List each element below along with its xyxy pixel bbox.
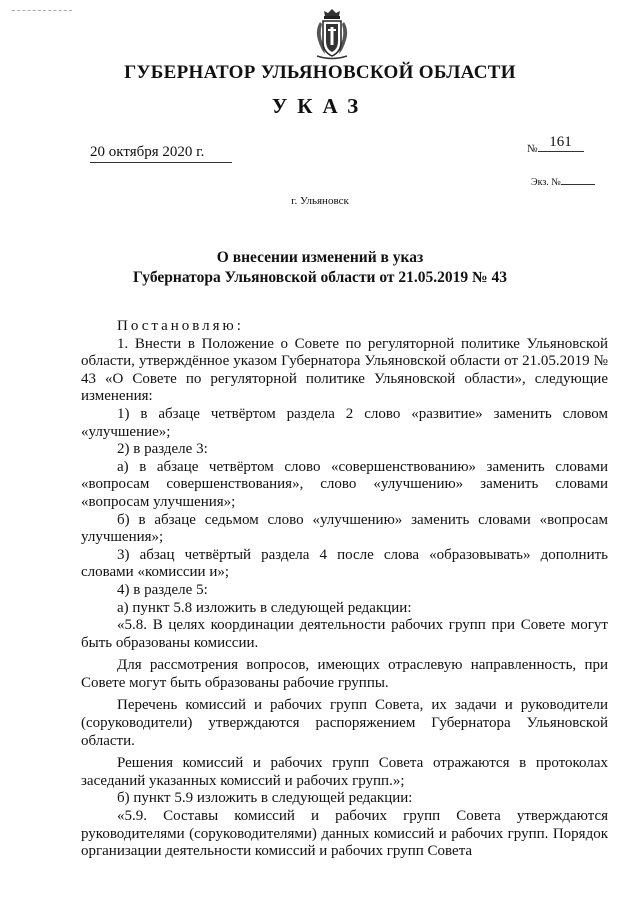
preamble: Постановляю: [117, 318, 244, 334]
body-paragraph: «5.9. Составы комиссий и рабочих групп Совета утверждаются руководителями (соруководителями) данных комиссий и рабочих групп. Порядок организации деятельности комиссий и рабочих групп Совета [81, 808, 608, 860]
number-label: № [527, 143, 538, 155]
body-paragraph: а) в абзаце четвёртом слово «совершенствованию» заменить словами «вопросам совершенствования», слово «улучшению» заменить словами «вопросам улучшения»; [81, 458, 608, 510]
coat-of-arms-emblem [313, 8, 351, 60]
number-value: 161 [538, 134, 584, 152]
title-line-1: О внесении изменений в указ [216, 249, 424, 266]
body-paragraph: а) пункт 5.8 изложить в следующей редакции: [117, 599, 412, 616]
body-paragraph: Перечень комиссий и рабочих групп Совета, их задачи и руководители (соруководители) утверждаются распоряжением Губернатора Ульяновской области. [81, 697, 608, 749]
body-paragraph: 1. Внести в Положение о Совете по регуляторной политике Ульяновской области, утверждённое указом Губернатора Ульяновской области от 21.05.2019 № 43 «О Совете по регуляторной политике Ульяновской области», следующие изменения: [81, 335, 608, 405]
copy-label: Экз. № [531, 177, 561, 188]
body-paragraph: Решения комиссий и рабочих групп Совета отражаются в протоколах заседаний указанных комиссий и рабочих групп.»; [81, 755, 608, 789]
document-type: УКАЗ [271, 94, 369, 118]
document-number [527, 134, 584, 158]
document-title [0, 248, 640, 288]
body-paragraph: 3) абзац четвёртый раздела 4 после слова «образовывать» дополнить словами «комиссии и»; [81, 546, 608, 581]
body-paragraph: Для рассмотрения вопросов, имеющих отраслевую направленность, при Совете могут быть образованы рабочие группы. [81, 657, 608, 691]
body-paragraph: 4) в разделе 5: [117, 581, 208, 598]
body-paragraph: б) пункт 5.9 изложить в следующей редакции: [117, 790, 413, 807]
body-paragraph: 2) в разделе 3: [117, 441, 208, 458]
body-paragraph: б) в абзаце седьмом слово «улучшению» заменить словами «вопросам улучшения»; [81, 511, 608, 546]
issuing-authority: ГУБЕРНАТОР УЛЬЯНОВСКОЙ ОБЛАСТИ [124, 62, 516, 83]
city-name: г. Ульяновск [291, 195, 349, 207]
copy-number-blank [561, 184, 595, 185]
body-paragraph: «5.8. В целях координации деятельности рабочих групп при Совете могут быть образованы комиссии. [81, 617, 608, 651]
copy-number [531, 177, 595, 188]
scan-corner-mark [12, 10, 72, 11]
title-line-2: Губернатора Ульяновской области от 21.05.2019 № 43 [133, 269, 507, 286]
document-date: 20 октября 2020 г. [90, 144, 232, 163]
document-body [81, 318, 608, 861]
body-paragraph: 1) в абзаце четвёртом раздела 2 слово «развитие» заменить словом «улучшение»; [81, 405, 608, 440]
